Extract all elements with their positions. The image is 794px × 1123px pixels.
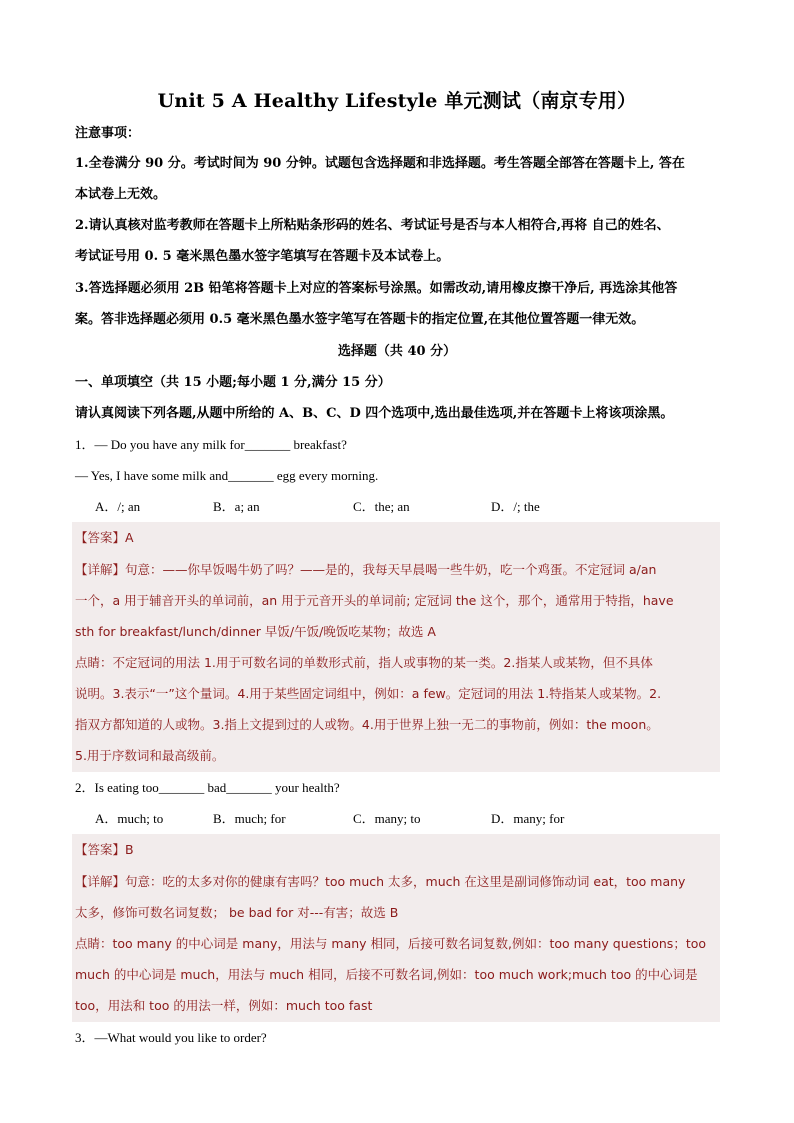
q1-option-c: C．the; an [353,499,410,514]
note-2-line-2: 考试证号用 0. 5 毫米黑色墨水签字笔填写在答题卡及本试卷上。 [75,249,450,264]
q2-detail-line-1: 【详解】句意：吃的太多对你的健康有害吗？too much 太多，much 在这里是副词修饰动词 eat，too many [75,874,686,889]
q1-tip-line-3: 指双方都知道的人或物。3.指上文提到过的人或物。4.用于世界上独一无二的事物前，例如：the moon。 [75,717,659,732]
q1-option-d: D．/; the [491,499,540,514]
section-title: 选择题（共 40 分） [337,344,457,359]
q2-tip-line-2: much 的中心词是 much，用法与 much 相同，后接不可数名词,例如：too much work;much too 的中心词是 [75,967,698,982]
note-3-line-2: 案。答非选择题必须用 0.5 毫米黑色墨水签字笔写在答题卡的指定位置,在其他位置答题一律无效。 [75,312,645,327]
note-1-line-1: 1.全卷满分 90 分。考试时间为 90 分钟。试题包含选择题和非选择题。考生答题全部答在答题卡上, 答在 [75,156,685,171]
q2-option-c: C．many; to [353,811,421,826]
q2-option-b: B．much; for [213,811,286,826]
q2-option-d: D．many; for [491,811,565,826]
q2-tip-line-1: 点睛：too many 的中心词是 many，用法与 many 相同，后接可数名词复数,例如：too many questions；too [75,936,707,951]
part-heading: 一、单项填空（共 15 小题;每小题 1 分,满分 15 分） [75,375,391,390]
q2-answer: 【答案】B [75,842,134,857]
q1-detail-line-1: 【详解】句意：——你早饭喝牛奶了吗？——是的，我每天早晨喝一些牛奶，吃一个鸡蛋。不定冠词 a/an [75,562,657,577]
q1-option-a: A．/; an [95,499,141,514]
q2-line-1: 2．Is eating too_______ bad_______ your health? [75,780,340,795]
q1-line-2: — Yes, I have some milk and_______ egg every morning. [75,468,379,483]
instruction: 请认真阅读下列各题,从题中所给的 A、B、C、D 四个选项中,选出最佳选项,并在答题卡上将该项涂黑。 [75,406,674,421]
page-title: Unit 5 A Healthy Lifestyle 单元测试（南京专用） [157,90,637,112]
q1-answer: 【答案】A [75,530,134,545]
q1-detail-line-3: sth for breakfast/lunch/dinner 早饭/午饭/晚饭吃某物；故选 A [75,624,436,639]
q2-answer-box [72,834,720,1022]
note-1-line-2: 本试卷上无效。 [75,187,167,202]
note-2-line-1: 2.请认真核对监考教师在答题卡上所粘贴条形码的姓名、考试证号是否与本人相符合,再将 自己的姓名、 [75,218,670,233]
q1-detail-line-2: 一个，a 用于辅音开头的单词前，an 用于元音开头的单词前; 定冠词 the 这个，那个，通常用于特指，have [75,593,674,608]
q1-tip-line-2: 说明。3.表示“一”这个量词。4.用于某些固定词组中，例如：a few。定冠词的用法 1.特指某人或某物。2. [75,686,662,701]
q2-option-a: A．much; to [95,811,164,826]
q1-line-1: 1．— Do you have any milk for_______ breakfast? [75,437,347,452]
q1-option-b: B．a; an [213,499,260,514]
q2-detail-line-2: 太多，修饰可数名词复数； be bad for 对---有害；故选 B [75,905,399,920]
q2-tip-line-3: too，用法和 too 的用法一样，例如：much too fast [75,998,373,1013]
q3-line-1: 3．—What would you like to order? [75,1030,267,1045]
notes-heading: 注意事项： [75,126,141,141]
q1-tip-line-1: 点睛：不定冠词的用法 1.用于可数名词的单数形式前，指人或事物的某一类。2.指某人或某物，但不具体 [75,655,653,670]
note-3-line-1: 3.答选择题必须用 2B 铅笔将答题卡上对应的答案标号涂黑。如需改动,请用橡皮擦干净后, 再选涂其他答 [75,281,678,296]
q1-tip-line-4: 5.用于序数词和最高级前。 [75,748,225,763]
